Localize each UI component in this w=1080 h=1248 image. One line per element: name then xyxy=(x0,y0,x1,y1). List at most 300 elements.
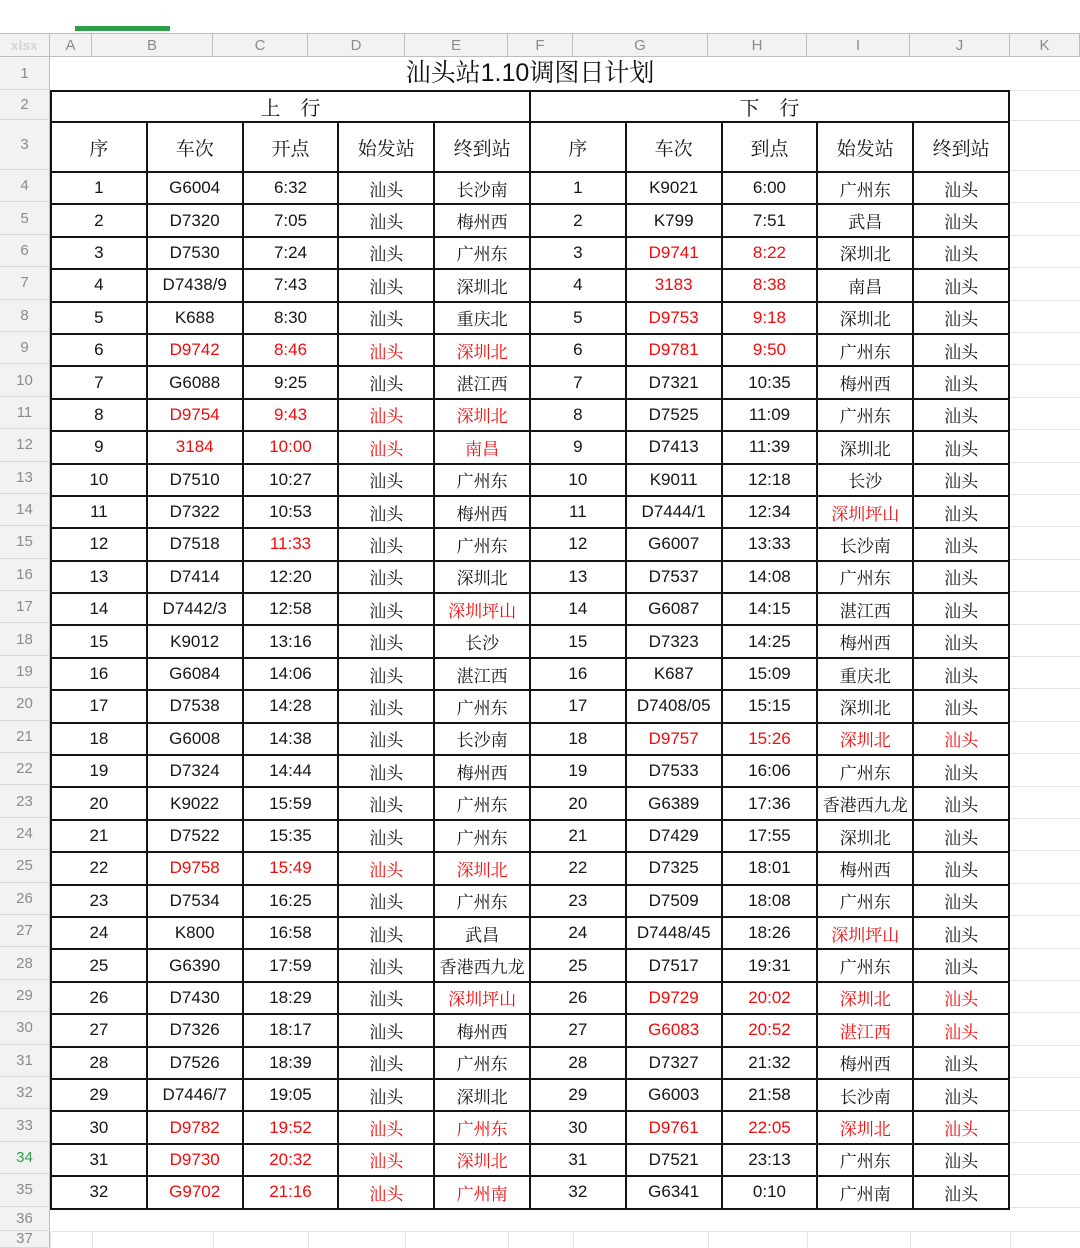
dest-cell[interactable]: 深圳北 xyxy=(434,1144,530,1176)
train-cell[interactable]: G6389 xyxy=(626,787,722,819)
time-cell[interactable]: 7:05 xyxy=(243,204,339,236)
column-header-I[interactable]: I xyxy=(807,33,910,57)
time-cell[interactable]: 11:33 xyxy=(243,528,339,560)
origin-cell[interactable]: 汕头 xyxy=(338,885,434,917)
dest-cell[interactable]: 广州东 xyxy=(434,464,530,496)
origin-cell[interactable]: 梅州西 xyxy=(817,625,913,657)
seq-cell[interactable]: 26 xyxy=(530,982,626,1014)
seq-cell[interactable]: 9 xyxy=(530,431,626,463)
seq-cell[interactable]: 16 xyxy=(51,658,147,690)
train-cell[interactable]: D7522 xyxy=(147,820,243,852)
dest-cell[interactable]: 汕头 xyxy=(913,366,1009,398)
origin-cell[interactable]: 武昌 xyxy=(817,204,913,236)
train-cell[interactable]: G9702 xyxy=(147,1176,243,1208)
time-cell[interactable]: 9:50 xyxy=(722,334,818,366)
dest-cell[interactable]: 汕头 xyxy=(913,787,1009,819)
dest-cell[interactable]: 广州南 xyxy=(434,1176,530,1208)
origin-cell[interactable]: 深圳坪山 xyxy=(817,917,913,949)
train-cell[interactable]: D7509 xyxy=(626,885,722,917)
origin-cell[interactable]: 汕头 xyxy=(338,528,434,560)
train-cell[interactable]: K9022 xyxy=(147,787,243,819)
time-cell[interactable]: 21:16 xyxy=(243,1176,339,1208)
time-cell[interactable]: 18:39 xyxy=(243,1047,339,1079)
time-cell[interactable]: 11:09 xyxy=(722,399,818,431)
seq-cell[interactable]: 14 xyxy=(530,593,626,625)
seq-cell[interactable]: 27 xyxy=(51,1014,147,1046)
origin-cell[interactable]: 深圳北 xyxy=(817,302,913,334)
time-cell[interactable]: 10:53 xyxy=(243,496,339,528)
seq-cell[interactable]: 15 xyxy=(51,625,147,657)
origin-cell[interactable]: 广州东 xyxy=(817,561,913,593)
train-cell[interactable]: G6084 xyxy=(147,658,243,690)
dest-cell[interactable]: 汕头 xyxy=(913,593,1009,625)
origin-cell[interactable]: 广州东 xyxy=(817,755,913,787)
seq-cell[interactable]: 17 xyxy=(530,690,626,722)
seq-cell[interactable]: 30 xyxy=(51,1111,147,1143)
train-cell[interactable]: 3183 xyxy=(626,269,722,301)
dest-cell[interactable]: 汕头 xyxy=(913,625,1009,657)
seq-cell[interactable]: 24 xyxy=(530,917,626,949)
origin-cell[interactable]: 梅州西 xyxy=(817,852,913,884)
origin-cell[interactable]: 汕头 xyxy=(338,366,434,398)
time-cell[interactable]: 22:05 xyxy=(722,1111,818,1143)
origin-cell[interactable]: 汕头 xyxy=(338,690,434,722)
dest-cell[interactable]: 汕头 xyxy=(913,528,1009,560)
row-header-37[interactable]: 37 xyxy=(0,1231,50,1248)
seq-cell[interactable]: 19 xyxy=(51,755,147,787)
time-cell[interactable]: 21:58 xyxy=(722,1079,818,1111)
header-cell[interactable]: 开点 xyxy=(243,122,339,172)
origin-cell[interactable]: 长沙 xyxy=(817,464,913,496)
dest-cell[interactable]: 梅州西 xyxy=(434,1014,530,1046)
row-header-17[interactable]: 17 xyxy=(0,591,50,623)
origin-cell[interactable]: 汕头 xyxy=(338,787,434,819)
train-cell[interactable]: D9758 xyxy=(147,852,243,884)
dest-cell[interactable]: 汕头 xyxy=(913,399,1009,431)
dest-cell[interactable]: 汕头 xyxy=(913,1144,1009,1176)
seq-cell[interactable]: 2 xyxy=(530,204,626,236)
origin-cell[interactable]: 汕头 xyxy=(338,269,434,301)
origin-cell[interactable]: 广州南 xyxy=(817,1176,913,1208)
dest-cell[interactable]: 广州东 xyxy=(434,820,530,852)
origin-cell[interactable]: 汕头 xyxy=(338,982,434,1014)
dest-cell[interactable]: 汕头 xyxy=(913,237,1009,269)
origin-cell[interactable]: 长沙南 xyxy=(817,528,913,560)
dest-cell[interactable]: 汕头 xyxy=(913,464,1009,496)
train-cell[interactable]: G6008 xyxy=(147,723,243,755)
time-cell[interactable]: 8:30 xyxy=(243,302,339,334)
time-cell[interactable]: 12:58 xyxy=(243,593,339,625)
train-cell[interactable]: K799 xyxy=(626,204,722,236)
time-cell[interactable]: 19:31 xyxy=(722,949,818,981)
time-cell[interactable]: 14:25 xyxy=(722,625,818,657)
time-cell[interactable]: 17:59 xyxy=(243,949,339,981)
dest-cell[interactable]: 深圳北 xyxy=(434,1079,530,1111)
dest-cell[interactable]: 汕头 xyxy=(913,982,1009,1014)
seq-cell[interactable]: 11 xyxy=(51,496,147,528)
dest-cell[interactable]: 广州东 xyxy=(434,787,530,819)
seq-cell[interactable]: 10 xyxy=(530,464,626,496)
dest-cell[interactable]: 汕头 xyxy=(913,269,1009,301)
origin-cell[interactable]: 汕头 xyxy=(338,302,434,334)
seq-cell[interactable]: 26 xyxy=(51,982,147,1014)
origin-cell[interactable]: 汕头 xyxy=(338,755,434,787)
train-cell[interactable]: D7430 xyxy=(147,982,243,1014)
time-cell[interactable]: 9:18 xyxy=(722,302,818,334)
origin-cell[interactable]: 汕头 xyxy=(338,852,434,884)
time-cell[interactable]: 10:35 xyxy=(722,366,818,398)
origin-cell[interactable]: 汕头 xyxy=(338,1014,434,1046)
train-cell[interactable]: D7326 xyxy=(147,1014,243,1046)
seq-cell[interactable]: 5 xyxy=(51,302,147,334)
column-header-A[interactable]: A xyxy=(50,33,92,57)
seq-cell[interactable]: 20 xyxy=(530,787,626,819)
time-cell[interactable]: 8:38 xyxy=(722,269,818,301)
origin-cell[interactable]: 汕头 xyxy=(338,237,434,269)
train-cell[interactable]: D7414 xyxy=(147,561,243,593)
seq-cell[interactable]: 14 xyxy=(51,593,147,625)
dest-cell[interactable]: 汕头 xyxy=(913,723,1009,755)
dest-cell[interactable]: 长沙 xyxy=(434,625,530,657)
time-cell[interactable]: 14:44 xyxy=(243,755,339,787)
time-cell[interactable]: 15:35 xyxy=(243,820,339,852)
train-cell[interactable]: D7521 xyxy=(626,1144,722,1176)
row-header-29[interactable]: 29 xyxy=(0,980,50,1012)
train-cell[interactable]: D7442/3 xyxy=(147,593,243,625)
seq-cell[interactable]: 10 xyxy=(51,464,147,496)
seq-cell[interactable]: 21 xyxy=(530,820,626,852)
dest-cell[interactable]: 湛江西 xyxy=(434,366,530,398)
train-cell[interactable]: G6003 xyxy=(626,1079,722,1111)
origin-cell[interactable]: 汕头 xyxy=(338,1111,434,1143)
origin-cell[interactable]: 深圳北 xyxy=(817,1111,913,1143)
dest-cell[interactable]: 梅州西 xyxy=(434,204,530,236)
origin-cell[interactable]: 汕头 xyxy=(338,593,434,625)
seq-cell[interactable]: 13 xyxy=(51,561,147,593)
time-cell[interactable]: 16:25 xyxy=(243,885,339,917)
time-cell[interactable]: 6:32 xyxy=(243,172,339,204)
origin-cell[interactable]: 汕头 xyxy=(338,1047,434,1079)
row-header-36[interactable]: 36 xyxy=(0,1207,50,1231)
row-header-15[interactable]: 15 xyxy=(0,526,50,558)
dest-cell[interactable]: 广州东 xyxy=(434,1111,530,1143)
dest-cell[interactable]: 深圳北 xyxy=(434,334,530,366)
dest-cell[interactable]: 武昌 xyxy=(434,917,530,949)
train-cell[interactable]: D7324 xyxy=(147,755,243,787)
dest-cell[interactable]: 汕头 xyxy=(913,755,1009,787)
header-cell[interactable]: 到点 xyxy=(722,122,818,172)
train-cell[interactable]: D9781 xyxy=(626,334,722,366)
time-cell[interactable]: 7:24 xyxy=(243,237,339,269)
train-cell[interactable]: D9754 xyxy=(147,399,243,431)
header-cell[interactable]: 始发站 xyxy=(817,122,913,172)
time-cell[interactable]: 10:00 xyxy=(243,431,339,463)
time-cell[interactable]: 14:38 xyxy=(243,723,339,755)
time-cell[interactable]: 11:39 xyxy=(722,431,818,463)
time-cell[interactable]: 18:29 xyxy=(243,982,339,1014)
seq-cell[interactable]: 1 xyxy=(530,172,626,204)
origin-cell[interactable]: 广州东 xyxy=(817,172,913,204)
seq-cell[interactable]: 18 xyxy=(51,723,147,755)
train-cell[interactable]: D7429 xyxy=(626,820,722,852)
origin-cell[interactable]: 汕头 xyxy=(338,625,434,657)
seq-cell[interactable]: 30 xyxy=(530,1111,626,1143)
train-cell[interactable]: D7538 xyxy=(147,690,243,722)
train-cell[interactable]: D9742 xyxy=(147,334,243,366)
seq-cell[interactable]: 17 xyxy=(51,690,147,722)
up-direction-cell[interactable]: 上 行 xyxy=(51,91,530,122)
time-cell[interactable]: 8:22 xyxy=(722,237,818,269)
seq-cell[interactable]: 2 xyxy=(51,204,147,236)
time-cell[interactable]: 18:08 xyxy=(722,885,818,917)
dest-cell[interactable]: 广州东 xyxy=(434,1047,530,1079)
train-cell[interactable]: D9729 xyxy=(626,982,722,1014)
row-header-3[interactable]: 3 xyxy=(0,120,50,170)
origin-cell[interactable]: 深圳北 xyxy=(817,820,913,852)
seq-cell[interactable]: 28 xyxy=(530,1047,626,1079)
dest-cell[interactable]: 深圳北 xyxy=(434,269,530,301)
row-header-25[interactable]: 25 xyxy=(0,850,50,882)
column-header-K[interactable]: K xyxy=(1010,33,1080,57)
time-cell[interactable]: 16:58 xyxy=(243,917,339,949)
origin-cell[interactable]: 汕头 xyxy=(338,820,434,852)
row-header-9[interactable]: 9 xyxy=(0,332,50,364)
origin-cell[interactable]: 梅州西 xyxy=(817,366,913,398)
dest-cell[interactable]: 深圳坪山 xyxy=(434,593,530,625)
dest-cell[interactable]: 汕头 xyxy=(913,1176,1009,1208)
row-header-5[interactable]: 5 xyxy=(0,202,50,234)
row-header-26[interactable]: 26 xyxy=(0,883,50,915)
header-cell[interactable]: 序 xyxy=(530,122,626,172)
dest-cell[interactable]: 广州东 xyxy=(434,237,530,269)
origin-cell[interactable]: 汕头 xyxy=(338,561,434,593)
time-cell[interactable]: 0:10 xyxy=(722,1176,818,1208)
time-cell[interactable]: 14:28 xyxy=(243,690,339,722)
time-cell[interactable]: 6:00 xyxy=(722,172,818,204)
train-cell[interactable]: D7530 xyxy=(147,237,243,269)
header-cell[interactable]: 序 xyxy=(51,122,147,172)
origin-cell[interactable]: 深圳北 xyxy=(817,723,913,755)
dest-cell[interactable]: 汕头 xyxy=(913,431,1009,463)
train-cell[interactable]: D7413 xyxy=(626,431,722,463)
seq-cell[interactable]: 5 xyxy=(530,302,626,334)
corner-cell[interactable]: xlsx xyxy=(0,33,50,57)
origin-cell[interactable]: 深圳坪山 xyxy=(817,496,913,528)
time-cell[interactable]: 19:52 xyxy=(243,1111,339,1143)
time-cell[interactable]: 15:15 xyxy=(722,690,818,722)
train-cell[interactable]: G6004 xyxy=(147,172,243,204)
dest-cell[interactable]: 汕头 xyxy=(913,172,1009,204)
origin-cell[interactable]: 广州东 xyxy=(817,949,913,981)
seq-cell[interactable]: 23 xyxy=(51,885,147,917)
seq-cell[interactable]: 22 xyxy=(51,852,147,884)
time-cell[interactable]: 14:08 xyxy=(722,561,818,593)
header-cell[interactable]: 终到站 xyxy=(913,122,1009,172)
row-header-16[interactable]: 16 xyxy=(0,559,50,591)
seq-cell[interactable]: 32 xyxy=(530,1176,626,1208)
train-cell[interactable]: K9011 xyxy=(626,464,722,496)
row-header-14[interactable]: 14 xyxy=(0,494,50,526)
train-cell[interactable]: D7438/9 xyxy=(147,269,243,301)
origin-cell[interactable]: 重庆北 xyxy=(817,658,913,690)
dest-cell[interactable]: 湛江西 xyxy=(434,658,530,690)
row-header-33[interactable]: 33 xyxy=(0,1109,50,1141)
seq-cell[interactable]: 4 xyxy=(51,269,147,301)
column-header-F[interactable]: F xyxy=(508,33,573,57)
row-header-18[interactable]: 18 xyxy=(0,623,50,655)
seq-cell[interactable]: 7 xyxy=(530,366,626,398)
origin-cell[interactable]: 深圳北 xyxy=(817,237,913,269)
row-header-19[interactable]: 19 xyxy=(0,656,50,688)
row-header-32[interactable]: 32 xyxy=(0,1077,50,1109)
row-header-20[interactable]: 20 xyxy=(0,688,50,720)
seq-cell[interactable]: 8 xyxy=(530,399,626,431)
seq-cell[interactable]: 4 xyxy=(530,269,626,301)
train-cell[interactable]: D7518 xyxy=(147,528,243,560)
seq-cell[interactable]: 3 xyxy=(530,237,626,269)
origin-cell[interactable]: 汕头 xyxy=(338,399,434,431)
header-cell[interactable]: 车次 xyxy=(147,122,243,172)
row-header-30[interactable]: 30 xyxy=(0,1012,50,1044)
train-cell[interactable]: G6088 xyxy=(147,366,243,398)
header-cell[interactable]: 车次 xyxy=(626,122,722,172)
origin-cell[interactable]: 汕头 xyxy=(338,172,434,204)
column-header-H[interactable]: H xyxy=(708,33,807,57)
train-cell[interactable]: G6341 xyxy=(626,1176,722,1208)
train-cell[interactable]: K800 xyxy=(147,917,243,949)
train-cell[interactable]: D7446/7 xyxy=(147,1079,243,1111)
row-header-11[interactable]: 11 xyxy=(0,397,50,429)
seq-cell[interactable]: 9 xyxy=(51,431,147,463)
dest-cell[interactable]: 汕头 xyxy=(913,949,1009,981)
seq-cell[interactable]: 11 xyxy=(530,496,626,528)
dest-cell[interactable]: 深圳北 xyxy=(434,852,530,884)
time-cell[interactable]: 16:06 xyxy=(722,755,818,787)
time-cell[interactable]: 18:01 xyxy=(722,852,818,884)
origin-cell[interactable]: 汕头 xyxy=(338,1176,434,1208)
time-cell[interactable]: 9:25 xyxy=(243,366,339,398)
seq-cell[interactable]: 24 xyxy=(51,917,147,949)
train-cell[interactable]: D7517 xyxy=(626,949,722,981)
dest-cell[interactable]: 重庆北 xyxy=(434,302,530,334)
dest-cell[interactable]: 长沙南 xyxy=(434,172,530,204)
time-cell[interactable]: 20:32 xyxy=(243,1144,339,1176)
seq-cell[interactable]: 29 xyxy=(530,1079,626,1111)
row-header-24[interactable]: 24 xyxy=(0,818,50,850)
origin-cell[interactable]: 湛江西 xyxy=(817,1014,913,1046)
dest-cell[interactable]: 汕头 xyxy=(913,302,1009,334)
train-cell[interactable]: K9012 xyxy=(147,625,243,657)
row-header-35[interactable]: 35 xyxy=(0,1174,50,1206)
seq-cell[interactable]: 12 xyxy=(530,528,626,560)
train-cell[interactable]: D9782 xyxy=(147,1111,243,1143)
row-header-8[interactable]: 8 xyxy=(0,300,50,332)
seq-cell[interactable]: 6 xyxy=(51,334,147,366)
dest-cell[interactable]: 香港西九龙 xyxy=(434,949,530,981)
seq-cell[interactable]: 6 xyxy=(530,334,626,366)
time-cell[interactable]: 14:15 xyxy=(722,593,818,625)
row-header-7[interactable]: 7 xyxy=(0,267,50,299)
dest-cell[interactable]: 汕头 xyxy=(913,204,1009,236)
origin-cell[interactable]: 深圳北 xyxy=(817,431,913,463)
origin-cell[interactable]: 汕头 xyxy=(338,658,434,690)
origin-cell[interactable]: 汕头 xyxy=(338,464,434,496)
time-cell[interactable]: 12:34 xyxy=(722,496,818,528)
row-header-6[interactable]: 6 xyxy=(0,235,50,267)
row-header-12[interactable]: 12 xyxy=(0,429,50,461)
seq-cell[interactable]: 32 xyxy=(51,1176,147,1208)
train-cell[interactable]: D9753 xyxy=(626,302,722,334)
time-cell[interactable]: 10:27 xyxy=(243,464,339,496)
row-header-13[interactable]: 13 xyxy=(0,462,50,494)
column-header-G[interactable]: G xyxy=(573,33,708,57)
origin-cell[interactable]: 长沙南 xyxy=(817,1079,913,1111)
dest-cell[interactable]: 梅州西 xyxy=(434,755,530,787)
row-header-10[interactable]: 10 xyxy=(0,364,50,396)
row-header-27[interactable]: 27 xyxy=(0,915,50,947)
origin-cell[interactable]: 湛江西 xyxy=(817,593,913,625)
train-cell[interactable]: D7537 xyxy=(626,561,722,593)
origin-cell[interactable]: 南昌 xyxy=(817,269,913,301)
seq-cell[interactable]: 31 xyxy=(51,1144,147,1176)
seq-cell[interactable]: 8 xyxy=(51,399,147,431)
origin-cell[interactable]: 汕头 xyxy=(338,204,434,236)
time-cell[interactable]: 9:43 xyxy=(243,399,339,431)
seq-cell[interactable]: 29 xyxy=(51,1079,147,1111)
time-cell[interactable]: 7:51 xyxy=(722,204,818,236)
column-header-J[interactable]: J xyxy=(910,33,1010,57)
seq-cell[interactable]: 20 xyxy=(51,787,147,819)
dest-cell[interactable]: 南昌 xyxy=(434,431,530,463)
train-cell[interactable]: G6083 xyxy=(626,1014,722,1046)
origin-cell[interactable]: 汕头 xyxy=(338,949,434,981)
time-cell[interactable]: 8:46 xyxy=(243,334,339,366)
train-cell[interactable]: D9730 xyxy=(147,1144,243,1176)
train-cell[interactable]: D7526 xyxy=(147,1047,243,1079)
dest-cell[interactable]: 汕头 xyxy=(913,1079,1009,1111)
seq-cell[interactable]: 23 xyxy=(530,885,626,917)
time-cell[interactable]: 18:17 xyxy=(243,1014,339,1046)
train-cell[interactable]: D7320 xyxy=(147,204,243,236)
origin-cell[interactable]: 梅州西 xyxy=(817,1047,913,1079)
seq-cell[interactable]: 28 xyxy=(51,1047,147,1079)
dest-cell[interactable]: 汕头 xyxy=(913,1111,1009,1143)
seq-cell[interactable]: 21 xyxy=(51,820,147,852)
seq-cell[interactable]: 7 xyxy=(51,366,147,398)
origin-cell[interactable]: 广州东 xyxy=(817,1144,913,1176)
time-cell[interactable]: 19:05 xyxy=(243,1079,339,1111)
train-cell[interactable]: K9021 xyxy=(626,172,722,204)
dest-cell[interactable]: 深圳坪山 xyxy=(434,982,530,1014)
seq-cell[interactable]: 15 xyxy=(530,625,626,657)
seq-cell[interactable]: 3 xyxy=(51,237,147,269)
time-cell[interactable]: 17:55 xyxy=(722,820,818,852)
dest-cell[interactable]: 广州东 xyxy=(434,690,530,722)
seq-cell[interactable]: 12 xyxy=(51,528,147,560)
time-cell[interactable]: 20:02 xyxy=(722,982,818,1014)
time-cell[interactable]: 18:26 xyxy=(722,917,818,949)
time-cell[interactable]: 12:18 xyxy=(722,464,818,496)
row-header-21[interactable]: 21 xyxy=(0,721,50,753)
train-cell[interactable]: D7327 xyxy=(626,1047,722,1079)
train-cell[interactable]: D9741 xyxy=(626,237,722,269)
seq-cell[interactable]: 13 xyxy=(530,561,626,593)
dest-cell[interactable]: 汕头 xyxy=(913,917,1009,949)
dest-cell[interactable]: 广州东 xyxy=(434,885,530,917)
dest-cell[interactable]: 梅州西 xyxy=(434,496,530,528)
seq-cell[interactable]: 25 xyxy=(51,949,147,981)
train-cell[interactable]: G6390 xyxy=(147,949,243,981)
